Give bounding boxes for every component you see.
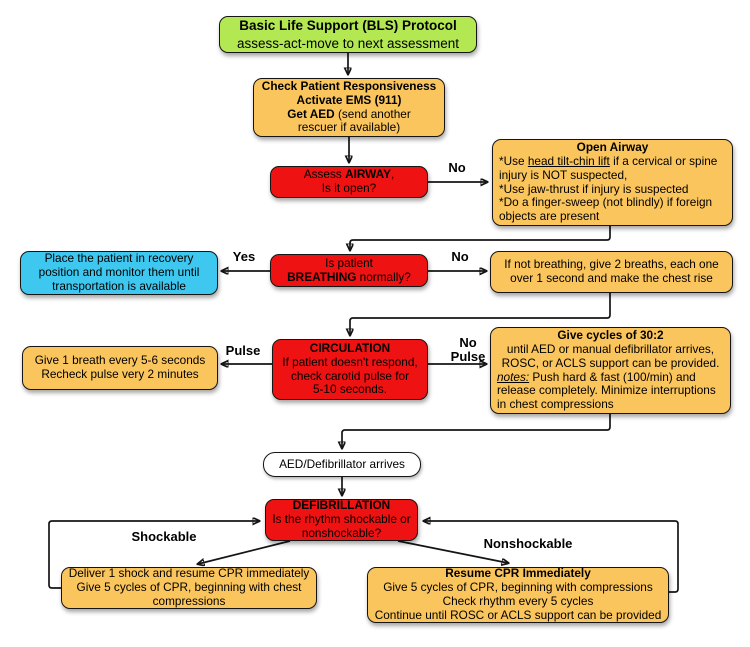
node-check-responsiveness: Check Patient Responsiveness Activate EMS (911) Get AED (send another rescuer if available) bbox=[253, 78, 445, 137]
node-bls-title bbox=[219, 16, 477, 53]
arrow-openairway-to-breathing bbox=[350, 226, 610, 250]
arrow-cycles-to-aed bbox=[342, 414, 610, 448]
edge-label-no-airway: No bbox=[448, 160, 466, 175]
node-give-breaths: If not breathing, give 2 breaths, each one over 1 second and make the chest rise bbox=[490, 251, 733, 293]
bls-title-subtitle: assess-act-move to next assessment bbox=[236, 35, 460, 51]
edge-label-nonshockable: Nonshockable bbox=[483, 536, 573, 551]
arrow-defib-to-shockable bbox=[198, 541, 290, 564]
edge-label-shockable: Shockable bbox=[131, 529, 197, 544]
bls-title-heading: Basic Life Support (BLS) Protocol bbox=[239, 17, 457, 33]
node-defibrillation: DEFIBRILLATION Is the rhythm shockable or nonshockable? bbox=[265, 499, 418, 541]
node-pulse-present: Give 1 breath every 5-6 seconds Recheck pulse very 2 minutes bbox=[22, 346, 218, 390]
node-cpr-cycles: Give cycles of 30:2 until AED or manual defibrillator arrives, ROSC, or ACLS support can be provided. notes: Push hard & fast (100/min) and release completely. Minimize interruptions in chest compressions bbox=[490, 327, 731, 414]
node-resume-cpr: Resume CPR Immediately Give 5 cycles of CPR, beginning with compressions Check rhythm every 5 cycles Continue until ROSC or ACLS support can be provided bbox=[367, 567, 669, 623]
node-recovery-position: Place the patient in recovery position and monitor them until transportation is available bbox=[20, 251, 218, 295]
node-aed-arrives: AED/Defibrillator arrives bbox=[263, 452, 421, 477]
node-assess-airway: Assess AIRWAY, Is it open? bbox=[270, 166, 428, 198]
node-assess-breathing: Is patient BREATHING normally? bbox=[270, 254, 428, 287]
edge-label-no-breathing: No bbox=[451, 249, 469, 264]
node-open-airway: Open Airway *Use head tilt-chin lift if a cervical or spine injury is NOT suspected, *Use jaw-thrust if injury is suspected *Do a finger-sweep (not blindly) if foreign objects are present bbox=[492, 139, 733, 226]
node-deliver-shock: Deliver 1 shock and resume CPR immediately Give 5 cycles of CPR, beginning with chest compressions bbox=[61, 567, 317, 609]
edge-label-yes-breathing: Yes bbox=[232, 249, 256, 264]
node-circulation: CIRCULATION If patient doesn't respond, check carotid pulse for 5-10 seconds. bbox=[272, 339, 428, 400]
edge-label-no-pulse: No Pulse bbox=[450, 335, 486, 364]
edge-label-pulse: Pulse bbox=[225, 343, 261, 358]
